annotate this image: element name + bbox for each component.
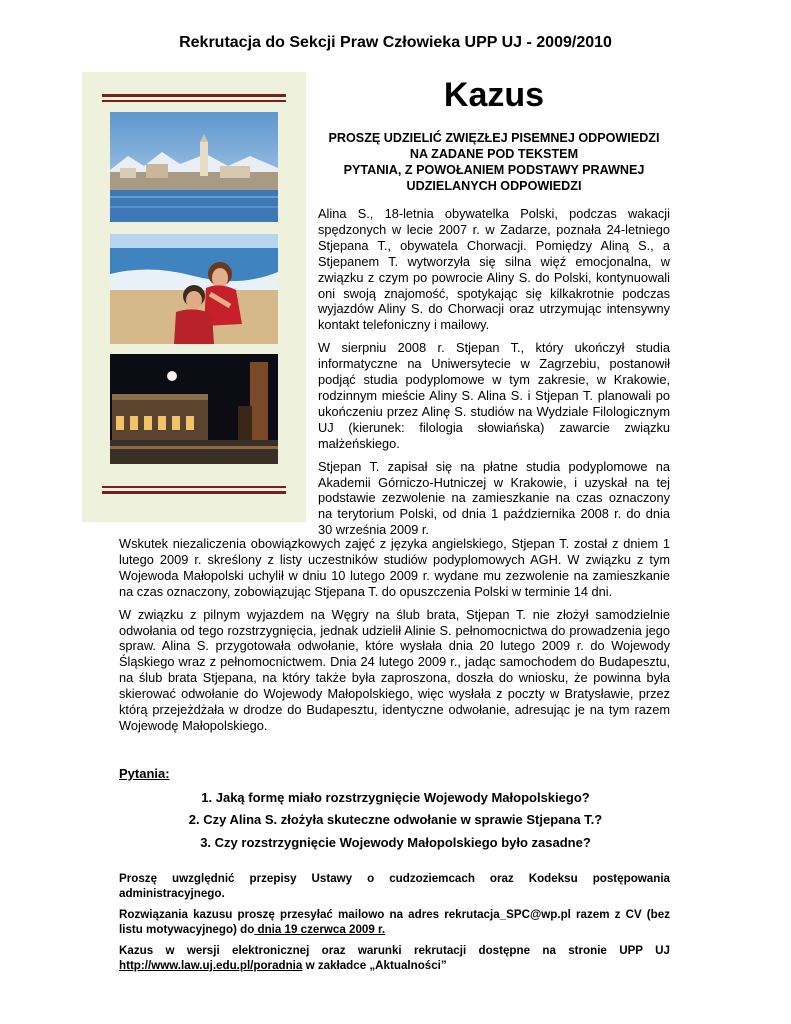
case-paragraph: W związku z pilnym wyjazdem na Węgry na ślub brata, Stjepan T. nie złożył samodzielnie odwołania od tego rozstrzygnięcia, jednak udzielił Alinie S. pełnomocnictwa do prowadzenia jego spraw. Alina S. przygotowała odwołanie, które wysłała dnia 20 lutego 2009 r. do Wojewody Śląskiego wraz z pełnomocnictwem. Dnia 24 lutego 2009 r., jadąc samochodem do Budapesztu, na ślub brata Stjepana, na który także była zaproszona, doszła do wniosku, że powinna była skierować odwołanie do Wojewody Małopolskiego, więc wysłała z poczty w Bratysławie, przez którą przejeżdżała w drodze do Budapesztu, identyczne odwołanie, adresując je na tym razem Wojewodę Małopolskiego.	[119, 606, 670, 733]
website-link[interactable]: http://www.law.uj.edu.pl/poradnia	[119, 958, 303, 972]
document-title: Kazus	[443, 76, 545, 114]
question-item: 1. Jaką formę miało rozstrzygnięcie Wojewody Małopolskiego?	[201, 790, 590, 805]
night-square-photo	[110, 354, 278, 464]
decorative-divider	[102, 486, 286, 498]
instructions-line: PYTANIA, Z POWOŁANIEM PODSTAWY PRAWNEJ	[343, 163, 645, 177]
info-text-suffix: w zakładce „Aktualności”	[302, 958, 447, 972]
instructions-block	[318, 130, 670, 194]
case-text-full-width	[119, 536, 670, 741]
footer-notes	[119, 872, 670, 981]
city-coast-photo	[110, 112, 278, 222]
case-paragraph: Wskutek niezaliczenia obowiązkowych zajęć z języka angielskiego, Stjepan T. został z dniem 1 lutego 2009 r. skreślony z listy uczestników studiów podyplomowych AGH. W związku z tym Wojewoda Małopolski uchylił w dniu 10 lutego 2009 r. wydane mu zezwolenie na zamieszkanie na czas oznaczony, zobowiązując Stjepana T. do opuszczenia Polski w terminie 14 dni.	[119, 536, 670, 599]
footer-note: Proszę uwzględnić przepisy Ustawy o cudzoziemcach oraz Kodeksu postępowania administracyjnego.	[119, 872, 670, 900]
question-item: 3. Czy rozstrzygnięcie Wojewody Małopolskiego było zasadne?	[200, 835, 591, 850]
info-text: Kazus w wersji elektronicznej oraz warunki rekrutacji dostępne na stronie UPP UJ	[119, 944, 670, 958]
page-header-title: Rekrutacja do Sekcji Praw Człowieka UPP UJ - 2009/2010	[179, 34, 612, 51]
case-text-column	[318, 206, 670, 545]
footer-note	[119, 944, 670, 973]
submission-instruction: Rozwiązania kazusu proszę przesyłać mailowo na adres rekrutacja_SPC@wp.pl razem z CV (bez listu motywacyjnego) do	[119, 908, 670, 936]
footer-note	[119, 908, 670, 937]
case-paragraph: Stjepan T. zapisał się na płatne studia podyplomowe na Akademii Górniczo-Hutniczej w Krakowie, i uzyskał na tej podstawie zezwolenie na zamieszkanie na czas oznaczony na terytorium Polski, od dnia 1 października 2008 r. do dnia 30 września 2009 r.	[318, 458, 670, 538]
instructions-line: NA ZADANE POD TEKSTEM	[409, 147, 579, 161]
instructions-line: PROSZĘ UDZIELIĆ ZWIĘZŁEJ PISEMNEJ ODPOWIEDZI	[328, 131, 660, 145]
question-item: 2. Czy Alina S. złożyła skuteczne odwołanie w sprawie Stjepana T.?	[188, 812, 603, 827]
photo-panel	[82, 72, 306, 522]
case-paragraph: W sierpniu 2008 r. Stjepan T., który ukończył studia informatyczne na Uniwersytecie w Zagrzebiu, postanowił podjąć studia podyplomowe w tym zakresie, w Krakowie, rodzinnym mieście Aliny S. Alina S. i Stjepan T. planowali po ukończeniu przez Alinę S. studiów na Wydziale Filologicznym UJ (kierunek: filologia słowiańska) zawarcie związku małżeńskiego.	[318, 340, 670, 451]
questions-header: Pytania:	[119, 766, 170, 781]
case-paragraph: Alina S., 18-letnia obywatelka Polski, podczas wakacji spędzonych w lecie 2007 r. w Zadarze, poznała 24-letniego Stjepana T., obywatela Chorwacji. Pomiędzy Aliną S., a Stjepanem T. wytworzyła się silna więź emocjonalna, w związku z czym po powrocie Aliny S. do Polski, kontynuowali oni swoją znajomość, spotykając się kilkakrotnie podczas wyjazdów Aliny S. do Chorwacji oraz utrzymując intensywny kontakt telefoniczny i mailowy.	[318, 206, 670, 333]
deadline-text: dnia 19 czerwca 2009 r.	[254, 922, 386, 936]
instructions-line: UDZIELANYCH ODPOWIEDZI	[406, 179, 582, 193]
decorative-divider	[102, 94, 286, 106]
couple-beach-photo	[110, 234, 278, 344]
